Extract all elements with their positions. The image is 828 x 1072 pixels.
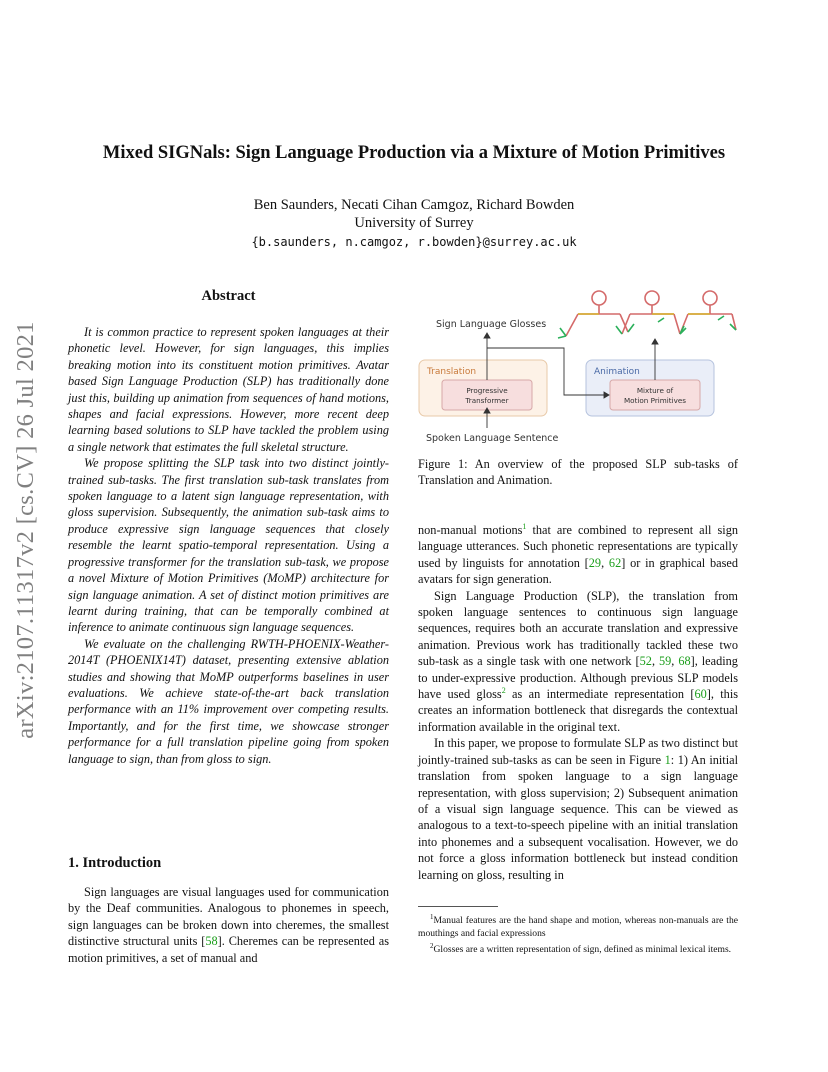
mixture-label: Motion Primitives (623, 396, 687, 405)
figure-1 (418, 288, 740, 448)
citation-link[interactable]: 62 (608, 555, 622, 570)
section-heading-introduction: 1. Introduction (68, 855, 162, 871)
text-span: ] or in graphical based avatars for sign generation. (418, 555, 738, 587)
text-span: Sign Language Production (SLP), the translation from spoken language sentences to continuous sign language sequences, requires both an accurate translation and expressive animation. Previous work has traditionally tackled these two sub-task as a single task with one network [ (418, 588, 738, 669)
figure-1-caption: Figure 1: An overview of the proposed SLP sub-tasks of Translation and Animation. (418, 457, 738, 488)
text-span: that are combined to represent all sign language utterances. Such phonetic representations are typically used by linguists for annotation [ (418, 523, 738, 570)
citation-link[interactable]: 58 (205, 934, 218, 949)
figure-reference-link[interactable]: 1 (664, 752, 671, 767)
footnotes (418, 911, 738, 957)
momp-acronym: MoMP (267, 571, 302, 586)
figure-1-diagram (418, 288, 740, 448)
text-span: non-manual motions (418, 523, 523, 537)
footnote (418, 940, 738, 957)
body-paragraph (418, 735, 738, 883)
abstract-paragraph (68, 455, 389, 635)
citation-link[interactable]: 29 (588, 555, 602, 570)
abstract-paragraph: It is common practice to represent spoken languages at their phonetic level. However, for sign languages, this implies breaking motion into its constituent motion primitives. Avatar based Sign Language Production (SLP) has traditionally done just this, building up animation from sequences of hand motions, shapes and facial expressions. However, more recent deep learning based solutions to SLP have tackled the problem using a single network that estimates the full skeletal structure. (68, 325, 389, 454)
abstract-paragraph: We evaluate on the challenging RWTH-PHOENIX-Weather-2014T (PHOENIX14T) dataset, presenting extensive ablation studies and showing that MoMP outperforms baselines in user evaluations. We achieve state-of-the-art back translation performance with an 11% improvement over competing results. Importantly, and for the first time, we showcase stronger performance for a full translation pipeline going from spoken language to sign, than from gloss to sign. (68, 636, 389, 766)
text-span: In this paper, we propose to formulate SLP as two distinct but jointly-trained sub-tasks as can be seen in Figure (418, 736, 738, 767)
skeleton-frames (558, 291, 736, 338)
arrowhead (484, 333, 490, 338)
footnote-marker[interactable]: 1 (522, 521, 527, 531)
mixture-label: Mixture of (636, 386, 674, 395)
footnote-number: 1 (430, 913, 434, 921)
text-span: ], this creates an information bottleneck that disregards the contextual information available in the original text. (418, 687, 739, 734)
citation-link[interactable]: 60 (694, 687, 707, 702)
text-span: We propose splitting the SLP task into two distinct jointly-trained sub-tasks. The first translation sub-task translates from spoken language to a latent sign language representation, with gloss supervision. Subsequently, the animation sub-task aims to produce expressive sign language sequences that closely resemble the learnt spatio-temporal representation. Using a progressive transformer for the translation sub-task, we propose a novel Mixture of Motion Primitives ( (68, 456, 389, 586)
label-sign-language-glosses: Sign Language Glosses (436, 319, 547, 330)
right-column-body (418, 522, 738, 883)
label-spoken-language-sentence: Spoken Language Sentence (426, 433, 559, 444)
arxiv-id: arXiv:2107.11317v2 [cs.CV] 26 Jul 2021 (12, 321, 39, 739)
progressive-transformer-label: Progressive (466, 386, 508, 395)
text-span: ]. Cheremes can be represented as motion primitives, a set of manual and (68, 934, 389, 965)
progressive-transformer-label: Transformer (465, 396, 509, 405)
mixture-of-motion-primitives-box (610, 380, 700, 410)
translation-box-label: Translation (427, 367, 477, 377)
text-span: ) architecture for sign language animation. A set of distinct motion primitives are learnt during training, that can be temporally combined at inference to animate continuous sign language sequences. (68, 571, 390, 635)
citation-link[interactable]: 68 (678, 654, 691, 669)
citation-link[interactable]: 59 (658, 654, 672, 669)
text-span: as an intermediate representation [ (505, 687, 695, 702)
abstract-heading: Abstract (201, 288, 256, 304)
arrowhead (652, 339, 658, 344)
abstract-body (68, 324, 389, 767)
author-emails: {b.saunders, n.camgoz, r.bowden}@surrey.ac.uk (251, 235, 577, 249)
citation-link[interactable]: 52 (639, 654, 652, 669)
progressive-transformer-box (442, 380, 532, 410)
footnote-marker[interactable]: 2 (501, 685, 506, 695)
text-span: Sign languages are visual languages used for communication by the Deaf communities. Analogous to phonemes in speech, sign languages can be broken down into cheremes, the smallest distinctive structural units [ (68, 885, 389, 949)
body-paragraph (418, 522, 738, 588)
animation-box-label: Animation (594, 367, 640, 377)
arxiv-watermark (12, 300, 40, 760)
skeleton-frame (680, 291, 736, 334)
affiliation: University of Surrey (354, 215, 474, 231)
text-span: , (601, 555, 609, 570)
text-span: ], leading to under-expressive production. Although previous SLP models have used gloss (418, 654, 738, 702)
text-span: , (671, 654, 679, 669)
text-span: : 1) An initial translation from spoken language to a sign language representation, with gloss supervision; 2) Subsequent animation of a visual sign language sequence. This can be viewed as analogous to a text-to-speech pipeline with an initial translation into phonemes and a subsequent vocalisation. However, we do not force a gloss information bottleneck but instead condition learning on gloss, resulting in (418, 752, 739, 882)
text-span: , (651, 654, 659, 669)
paper-title: Mixed SIGNals: Sign Language Production via a Mixture of Motion Primitives (102, 143, 726, 163)
author-list: Ben Saunders, Necati Cihan Camgoz, Richard Bowden (253, 197, 575, 213)
introduction-body (68, 884, 389, 966)
body-paragraph (68, 884, 389, 966)
footnote-rule (418, 906, 498, 907)
footnote-number: 2 (430, 942, 434, 950)
footnote-text: Glosses are a written representation of sign, defined as minimal lexical items. (433, 944, 732, 956)
footnote (418, 911, 738, 940)
body-paragraph (418, 588, 738, 736)
footnote-text: Manual features are the hand shape and motion, whereas non-manuals are the mouthings and facial expressions (418, 915, 738, 939)
